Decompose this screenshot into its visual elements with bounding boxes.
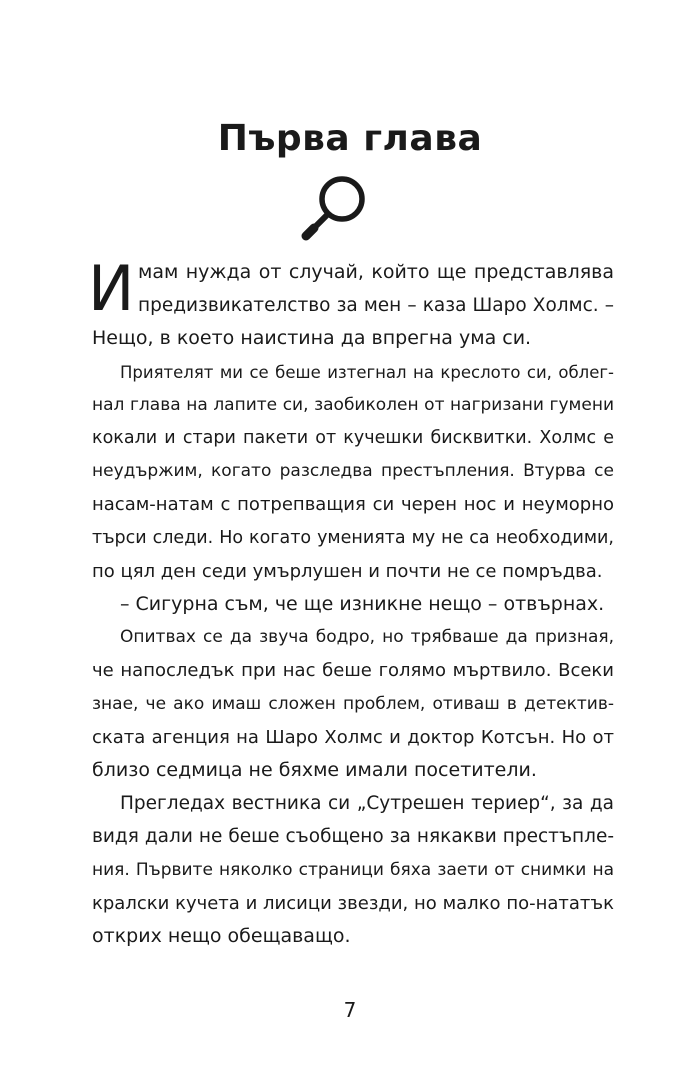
text-line: по цял ден седи умърлушен и почти не се помръдва.: [92, 560, 603, 582]
text-line: търси следи. Но когато уменията му не са необходими,: [92, 527, 614, 548]
text-line: открих нещо обещаващо.: [92, 925, 351, 948]
paragraph-1: [88, 252, 614, 356]
paragraph-3: [92, 588, 614, 621]
text-line: насам-натам с потрепващия си черен нос и неуморно: [92, 494, 614, 516]
text-line: мам нужда от случай, който ще представлява: [138, 261, 614, 283]
text-line: кокали и стари пакети от кучешки бисквитки. Холмс е: [92, 428, 614, 449]
text-line: близо седмица не бяхме имали посетители.: [92, 759, 537, 782]
text-line: че напоследък при нас беше голямо мъртвило. Всеки: [92, 660, 614, 682]
text-line: знае, че ако имаш сложен проблем, отиваш в детектив-: [92, 693, 614, 714]
paragraph-4: [92, 621, 614, 787]
text-line: неудържим, когато разследва престъпления. Втурва се: [92, 461, 614, 482]
text-line: – Сигурна съм, че ще изникне нещо – отвърнах.: [120, 593, 605, 616]
chapter-text: [88, 252, 614, 953]
text-line: нал глава на лапите си, заобиколен от нагризани гумени: [92, 394, 614, 415]
text-line: видя дали не беше съобщено за някакви престъпле-: [92, 826, 614, 848]
text-line: Прегледах вестника си „Сутрешен териер“, за да: [120, 793, 614, 815]
text-line: Опитвах се да звуча бодро, но трябваше да призная,: [120, 627, 614, 648]
text-line: ния. Първите няколко страници бяха заети от снимки на: [92, 859, 614, 880]
paragraph-5: [92, 787, 614, 953]
text-line: Приятелят ми се беше изтегнал на креслото си, облег-: [120, 362, 614, 382]
text-line: ската агенция на Шаро Холмс и доктор Котсън. Но от: [92, 726, 614, 748]
drop-cap: И: [88, 252, 135, 325]
text-line: кралски кучета и лисици звезди, но малко по-нататък: [92, 892, 614, 914]
page-number: 7: [343, 998, 357, 1022]
text-line: Нещо, в което наистина да впрегна ума си.: [92, 327, 532, 350]
paragraph-2: [92, 356, 614, 588]
magnifying-glass-icon: [300, 172, 370, 244]
chapter-title: Първа глава: [217, 118, 483, 159]
text-line: предизвикателство за мен – каза Шаро Холмс. –: [138, 295, 614, 317]
